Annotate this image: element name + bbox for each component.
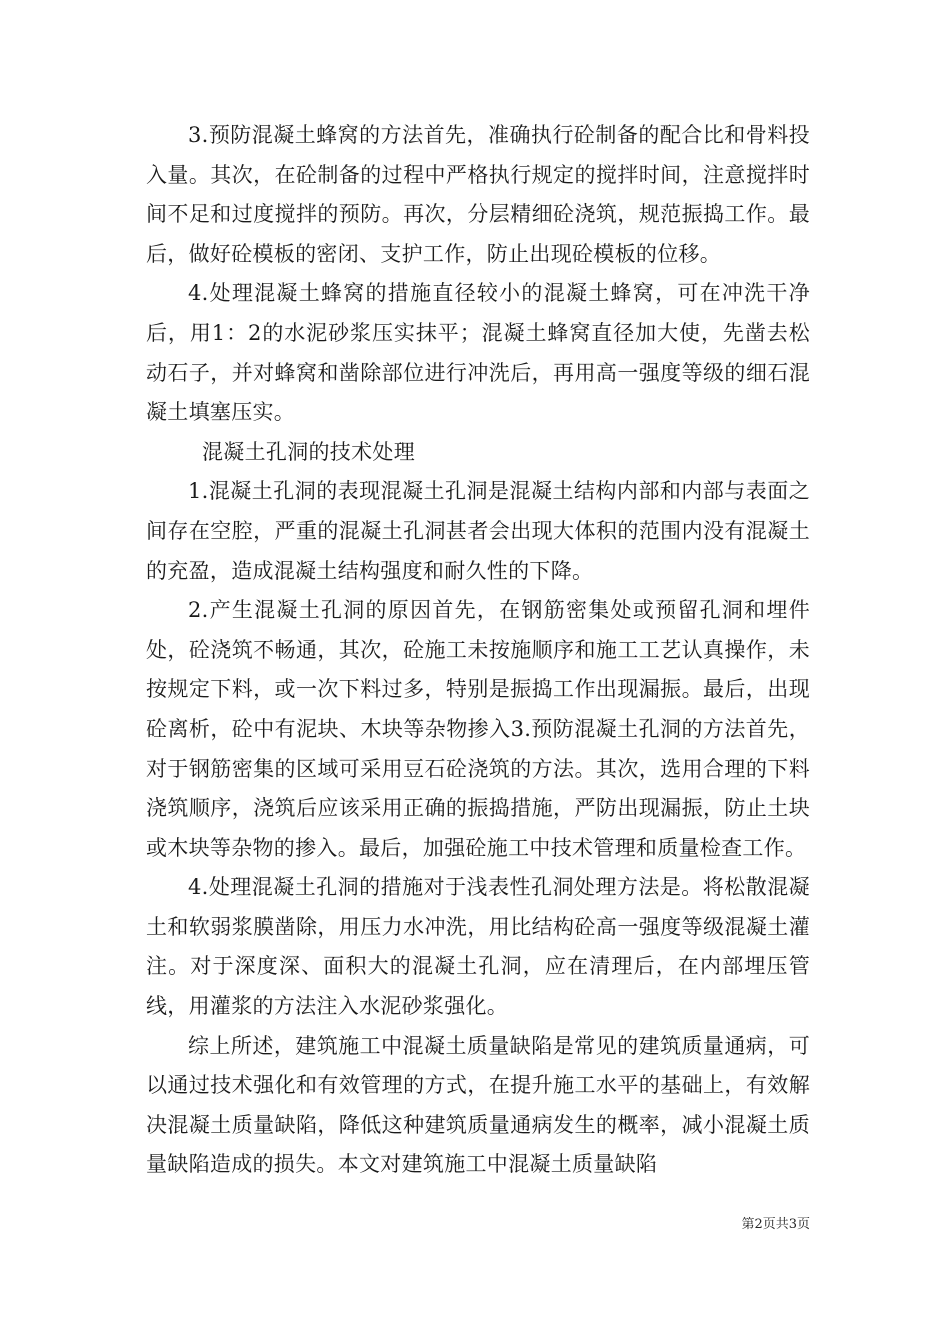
paragraph-honeycomb-prevention: 3.预防混凝土蜂窝的方法首先，准确执行砼制备的配合比和骨料投入量。其次，在砼制备的过程中严格执行规定的搅拌时间，注意搅拌时间不足和过度搅拌的预防。再次，分层精细砼浇筑，规范振捣工作。最后，做好砼模板的密闭、支护工作，防止出现砼模板的位移。 xyxy=(146,123,810,266)
paragraph-honeycomb-treatment: 4.处理混凝土蜂窝的措施直径较小的混凝土蜂窝，可在冲洗干净后，用1：2的水泥砂浆压实抹平；混凝土蜂窝直径加大使，先凿去松动石子，并对蜂窝和凿除部位进行冲洗后，再用高一强度等级的细石混凝土填塞压实。 xyxy=(146,281,810,425)
paragraph-conclusion: 综上所述，建筑施工中混凝土质量缺陷是常见的建筑质量通病，可以通过技术强化和有效管理的方式，在提升施工水平的基础上，有效解决混凝土质量缺陷，降低这种建筑质量通病发生的概率，减小混凝土质量缺陷造成的损失。本文对建筑施工中混凝土质量缺陷 xyxy=(146,1033,810,1177)
document-body xyxy=(146,116,810,1185)
paragraph-cavity-symptoms: 1.混凝土孔洞的表现混凝土孔洞是混凝土结构内部和内部与表面之间存在空腔，严重的混凝土孔洞甚者会出现大体积的范围内没有混凝土的充盈，造成混凝土结构强度和耐久性的下降。 xyxy=(146,479,810,583)
page-number: 第2页共3页 xyxy=(741,1217,810,1232)
paragraph-cavity-causes: 2.产生混凝土孔洞的原因首先，在钢筋密集处或预留孔洞和埋件处，砼浇筑不畅通，其次，砼施工未按施顺序和施工工艺认真操作，未按规定下料，或一次下料过多，特别是振捣工作出现漏振。最后，出现砼离析，砼中有泥块、木块等杂物掺入3.预防混凝土孔洞的方法首先，对于钢筋密集的区域可采用豆石砼浇筑的方法。其次，选用合理的下料浇筑顺序，浇筑后应该采用正确的振捣措施，严防出现漏振，防止土块或木块等杂物的掺入。最后，加强砼施工中技术管理和质量检查工作。 xyxy=(146,598,810,860)
paragraph-cavity-treatment: 4.处理混凝土孔洞的措施对于浅表性孔洞处理方法是。将松散混凝土和软弱浆膜凿除，用压力水冲洗，用比结构砼高一强度等级混凝土灌注。对于深度深、面积大的混凝土孔洞，应在清理后，在内部埋压管线，用灌浆的方法注入水泥砂浆强化。 xyxy=(146,875,810,1019)
section-heading-cavity: 混凝土孔洞的技术处理 xyxy=(202,439,415,464)
